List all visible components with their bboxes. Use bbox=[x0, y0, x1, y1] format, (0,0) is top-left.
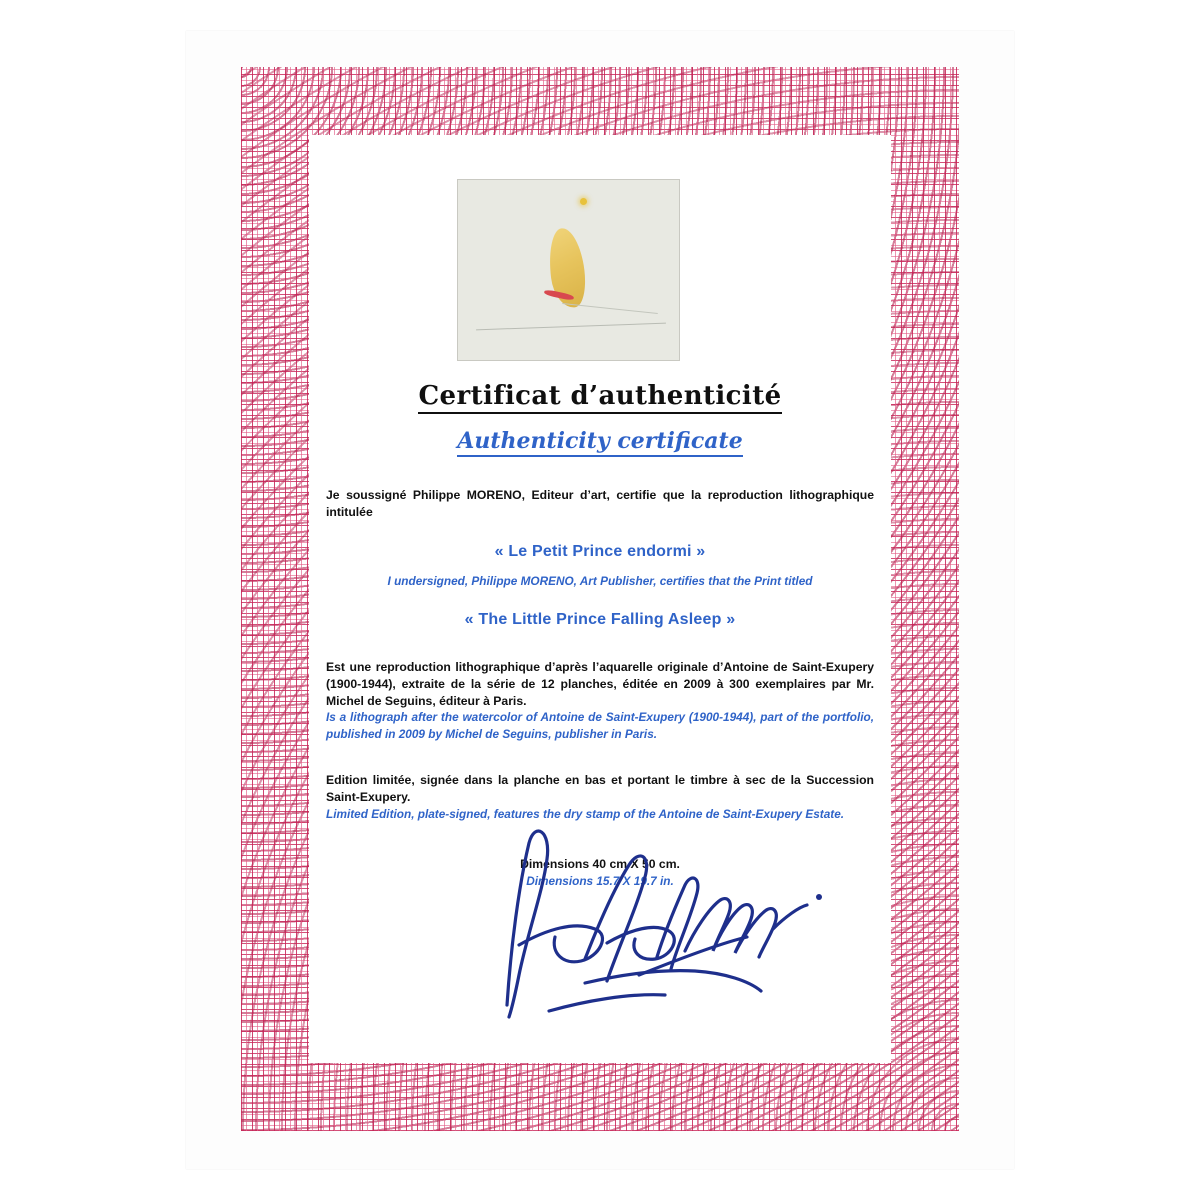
body-paragraph-french-1: Est une reproduction lithographique d’après l’aquarelle originale d’Antoine de Saint-Exupery (1900-1944), extraite de la série de 12 planches, éditée en 2009 à 300 exemplaires par Mr. Michel de Seguins, éditeur à Paris. bbox=[326, 659, 874, 708]
body-paragraph-english-1: Is a lithograph after the watercolor of Antoine de Saint-Exupery (1900-1944), part of the portfolio, published in 2009 by Michel de Seguins, publisher in Paris. bbox=[326, 710, 874, 741]
intro-paragraph-english: I undersigned, Philippe MORENO, Art Publisher, certifies that the Print titled bbox=[387, 573, 813, 588]
body-paragraph-english-2: Limited Edition, plate-signed, features the dry stamp of the Antoine de Saint-Exupery Estate. bbox=[326, 806, 845, 821]
certificate-content bbox=[309, 135, 891, 1063]
dimensions-metric: Dimensions 40 cm X 50 cm. bbox=[520, 856, 680, 871]
body-paragraph-french-2: Edition limitée, signée dans la planche en bas et portant le timbre à sec de la Succession Saint-Exupery. bbox=[326, 772, 874, 804]
ground-line-secondary bbox=[562, 303, 658, 314]
star-icon bbox=[580, 198, 587, 205]
intro-paragraph-french: Je soussigné Philippe MORENO, Editeur d’art, certifie que la reproduction lithographique intitulée bbox=[326, 488, 874, 519]
certificate-titles bbox=[309, 381, 891, 457]
work-title-english: « The Little Prince Falling Asleep » bbox=[464, 610, 736, 628]
certificate-paper bbox=[186, 31, 1014, 1169]
ground-line bbox=[476, 323, 666, 331]
work-title-french: « Le Petit Prince endormi » bbox=[494, 542, 706, 560]
artwork-thumbnail bbox=[457, 179, 680, 361]
handwritten-signature bbox=[489, 825, 839, 1025]
title-french: Certificat d’authenticité bbox=[418, 381, 781, 414]
title-english: Authenticity certificate bbox=[457, 428, 742, 457]
dimensions-imperial: Dimensions 15.7 X 19.7 in. bbox=[526, 873, 674, 888]
